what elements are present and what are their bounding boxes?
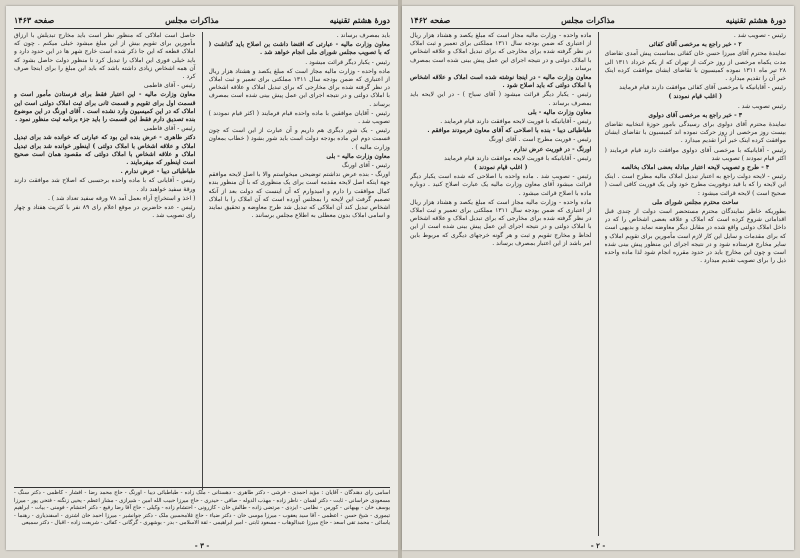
section-heading: ساحت محترم مجلس شورای ملی: [652, 198, 739, 206]
paragraph: دکتر طاهری - عرض بنده این بود که عبارتی که خوانده شد برای تبدیل املاک و علاقه اشخاص با املاک دولتی ) اینطور خوانده شد برای تبدیل املاک و علاقه اشخاص با املاک دولتی که مقصود همان است صحیح است اینطور که میفرمایند .: [14, 134, 196, 167]
paragraph: ماده واحده - وزارت مالیه مجاز است که مبلغ یکصد و هشتاد هزار ریال از اعتباری که ضمن بودجه سال ۱۳۱۱ مملکتی برای تعمیر و ثبت املاک در نظر گرفته شده برای مخارجی که برای تبدیل املاک و علاقه اشخاص با املاک دولتی و در نتیجه اجرای این عمل پیش بینی شده است بمصرف برساند .: [410, 32, 592, 72]
paragraph: اورنگ - بنده عرض نداشتم توضیحی میخواستم والا با اصل لایحه موافقم جهة اینکه اصل لایحه مقدمه است برای یک منظوری که با آن منظور بنده کمال موافقت را دارم و امیدوارم که آن اینست که دولت بعد از آنکه تصمیم گرفت این لایحه را بمجلس آورده است که آن املاک را با املاک اشخاص تبدیل کند آن املاکی که تبدیل شد طرح معاوضه و تحقیق نمایند و اسامی املاک بدون معطلی به اطلاع مجلس برسانند .: [208, 171, 390, 220]
paragraph: باید بمصرف برساند .: [336, 32, 390, 39]
paragraph: رئیس - عده حاضرین در موقع اعلام رای ۸۹ نفر با کثریت هفتاد و چهار رای تصویب شد .: [14, 204, 196, 220]
page-header: [14, 12, 390, 29]
right-page: [402, 6, 794, 550]
header-session: دورهٔ هشتم تقنینیه: [329, 15, 390, 25]
column: [605, 32, 787, 536]
paragraph: رئیس - آقایانیکه با فوریت لایحه موافقت دارند قیام فرمایند: [444, 154, 592, 162]
column-divider: [202, 32, 203, 490]
paragraph: رئیس - آقایانیکه با فوریت لایحه موافقت دارند قیام فرمایند .: [440, 118, 592, 126]
paragraph: نمایندهٔ محترم آقای دولوی برای رسیدگی بامور حوزهٔ انتخابیه تقاضای بیست روز مرخصی از روز حرکت نموده اند کمیسیون با تقاضای ایشان موافقت کرده اینک خبر آنرا تقدیم میدارد .: [604, 121, 786, 145]
paragraph: رئیس - آقای فاطمی: [143, 125, 196, 133]
paragraph: رئیس - یک شور دیگری هم داریم و آن عبارت از این است که چون قسمت دوم این ماده بودجه دولت است باید شور بشود ( خطاب بمعاون وزارت مالیه ) .: [208, 127, 390, 151]
paragraph: ماده واحده - وزارت مالیه مجاز است که مبلغ یکصد و هشتاد هزار ریال از اعتباری که ضمن بودجه سال ۱۳۱۱ مملکتی برای تعمیر و ثبت املاک در نظر گرفته شده برای مخارجی که برای تبدیل املاک و علاقه اشخاص با املاک دولتی و در نتیجه اجرای این عمل پیش بینی شده است بمصرف برساند .: [208, 67, 390, 108]
section-heading: ۴ - طرح و تصویب لایحه اعتبار مبادله بعضی املاک بخالصه: [621, 164, 770, 172]
paragraph: رئیس - آقایانیکه با مرخصی آقای دولوی موافقت دارند قیام فرمایند ( اکثر قیام نمودند ) تصویب شد: [604, 146, 786, 162]
paragraph: معاون وزارت مالیه - این اعتبار فقط برای فرستادن مأمور است و قسمت اول برای تقویم و قسمت ثانی برای ثبت املاک دولتی است این املاک که در این کمیسیون وارد نشده است . آقای اورنگ در این موضوع بنده تصدیق دارم فقط این قسمت را باید جزء برنامه ثبت منظور نمود .: [14, 91, 196, 124]
page-number: - ۳ -: [194, 541, 210, 550]
paragraph: طباطبائی دیبا - بنده با اصلاحی که آقای معاون فرمودند موافقم .: [427, 127, 592, 135]
left-page: [6, 6, 398, 550]
paragraph: معاون وزارت مالیه - عبارتی که اقتضا داشت بن اصلاح باید گذاشت ( که با تصویب مجلس شورای ملی انجام خواهد شد .: [208, 41, 390, 57]
paragraph: رئیس - یکبار دیگر قرائت میشود ( آقای سیاح ) - در این لایحه باید بمصرف برساند .: [410, 91, 592, 107]
section-heading: ( اغلب قیام نمودند ): [668, 93, 722, 101]
column: [410, 32, 592, 536]
column-divider: [598, 32, 599, 536]
paragraph: معاون وزارت مالیه - بلی: [527, 108, 592, 116]
header-session: دورهٔ هشتم تقنینیه: [725, 15, 786, 25]
paragraph: رئیس - آقایانی که با ماده واحده برحسبی که اصلاح شد موافقت دارند ورقهٔ سفید خواهند داد .: [14, 177, 196, 193]
text-columns: [14, 32, 390, 490]
header-page: صفحه ۱۴۶۲: [410, 15, 451, 25]
paragraph: رئیس - تصویب شد . ماده واحده با اصلاحی که شده است یکبار دیگر قرائت میشود آقای معاون وزارت مالیه یک عبارت اصلاح کنید . دوباره ماده با اصلاح قرائت میشود .: [410, 173, 592, 197]
paragraph: حاصل است املاکی که منظور نظر است باید مخارج تبدیلش با ارزاق مأمورین برای تقویم بیش از این مبلغ میشود خیلی میکنم . چون که املاک قطعه که این جا ذکر شده است خارج شهر ها در این حدود دارد و باید خیلی فوری این املاک را تبدیل کرد تا منظور دولت حاصل بشود که آن همه اشخاص زیادی داشته باشد که باید این مبلغ را برای اینجا صرف کرد .: [14, 32, 196, 81]
section-heading: ۳ - خبر راجع به مرخصی آقای دولوی: [648, 111, 743, 119]
paragraph: معاون وزارت مالیه - بلی: [326, 152, 390, 160]
page-number: - ۲ -: [590, 541, 606, 550]
paragraph: رئیس - تصویب شد .: [733, 32, 786, 39]
paragraph: رئیس - لایحه دولت راجع به اعتبار تبدیل املاک مالیه مطرح است . اینک این لایحه را که با قید دوفوریت مطرح خود ولی یک فوریت کافی است ( صحیح است ) لایحه قرائت میشود :: [604, 173, 786, 197]
paragraph: رئیس - آقای فاطمی: [143, 82, 196, 90]
paragraph: ( اخذ و استخراج آراء بعمل آمد ۷۸ ورقه سفید تعداد شد ) .: [47, 194, 196, 202]
paragraph: معاون وزارت مالیه - در اینجا نوشته شده است املاک و علاقه اشخاص با املاک دولتی که باید اصلاح شود .: [410, 74, 592, 90]
header-journal: مذاکرات مجلس: [561, 15, 615, 25]
voters-list: اسامی رای دهندگان - آقایان : مؤید احمدی - فرشی - دکتر طاهری - دهستانی - ملک زاده - طباطبائی دیبا - اورنگ - حاج محمد رضا - افشار - کاظمی - دکتر سنگ - مسعودی خراسانی - ثابت - دکتر لقمان - ناظر زاده - مهذب الدوله - صافی - حیدری - حاج میرزا حبیب الله امین - شیرازی - مشار اعظم - یحیی زنگنه - فتحی پور - میرزا یوسف خان - بهبهانی - کورس - نظامی - ایزدی - مرتضی زاده - طالش خان - کازرونی - احتشام زاده - وکیلی - حاج آقا رضا رفیع - دکتر احتشام - فومنی - بیات - ابراهیم تیموری - شیخ حسن - اعظمی - آقا سید یعقوب - میرزا موسی خان - دکتر ضیاء - حاج غلامحسین ملک - دکتر جوانشیر - میرزا احمد خان اشتری - اسفندیاری - رهنما - یاسائی - محمد تقی اسعد - حاج میرزا عبدالوهاب - مسعود ثابتی - امیر ابراهیمی - ثقة الاسلامی - بدر - بوشهری - گرگانی - کفائی - شریعت زاده - اقبال - دکتر سمیعی: [14, 487, 390, 544]
section-heading: ( اغلب قیام نمودند ): [474, 164, 528, 172]
paragraph: ماده واحده - وزارت مالیه مجاز است که مبلغ یکصد و هشتاد هزار ریال از اعتباری که ضمن بودجه سال ۱۳۱۱ مملکتی برای تعمیر و ثبت املاک در نظر گرفته شده برای مخارجی که برای تبدیل املاک و علاقه اشخاص با املاک دولتی و در نتیجه اجرای این عمل پیش بینی شده است از این لحاظ و مخارج تقویم و ثبت و هر گونه خرجهای دیگری که مربوط باین امر باشد از این اعتبار بمصرف برساند .: [410, 198, 592, 247]
paragraph: رئیس - آقایانیکه با مرخصی آقای کفائی موافقت دارند قیام فرمایند: [619, 84, 786, 92]
paragraph: رئیس - یکبار دیگر قرائت میشود .: [305, 58, 390, 66]
paragraph: رئیس - آقایان موافقین با ماده واحده قیام فرمایند ( اکثر قیام نمودند ) تصویب شد .: [208, 109, 390, 126]
paragraph: رئیس تصویب شد .: [737, 102, 786, 110]
text-columns: [410, 32, 786, 536]
paragraph: طباطبائی دیبا - عرض ندارم .: [120, 168, 196, 176]
column: [209, 32, 391, 490]
paragraph: نمایندهٔ محترم آقای میرزا حسن خان کفائی بمناسبت پیش آمدی تقاضای مدت یکماه مرخصی از روز حرکت از تهران که از یکم خرداد ۱۳۱۱ الی ۲۸ تیر ماه ۱۳۱۱ نموده کمیسیون با تقاضای ایشان موافقت کرده اینک خبر آن را تقدیم میدارد .: [604, 50, 786, 83]
header-page: صفحه ۱۴۶۳: [14, 15, 55, 25]
paragraph: بطوریکه خاطر نمایندگان محترم مستحضر است دولت از چندی قبل اقداماتی شروع کرده است که املاک و علاقه بعضی اشخاص را که در داخل املاک دولتی واقع شده در مقابل دیگر معاوضه نماید و بدیهی است که برای مقدمات و سایل این کار لازم است مأمورین برای تقویم املاک و سایر مخارج فرستاده شود و در نتیجه اجرای این منظور پیش بینی شده است و چون این مخارج باید در حدود مقرره انجام شود لذا ماده واحده ذیل را برای تصویب تقدیم میدارد .: [604, 208, 786, 265]
section-heading: ۲ - خبر راجع به مرخصی آقای کفائی: [648, 41, 742, 49]
header-journal: مذاکرات مجلس: [165, 15, 219, 25]
column: [14, 32, 196, 490]
paragraph: رئیس - فوریت مطرح است . آقای اورنگ: [488, 136, 592, 144]
paragraph: اورنگ - در فوریت عرض ندارم .: [509, 145, 592, 153]
page-header: [410, 12, 786, 29]
paragraph: رئیس - آقای اورنگ: [341, 162, 390, 170]
